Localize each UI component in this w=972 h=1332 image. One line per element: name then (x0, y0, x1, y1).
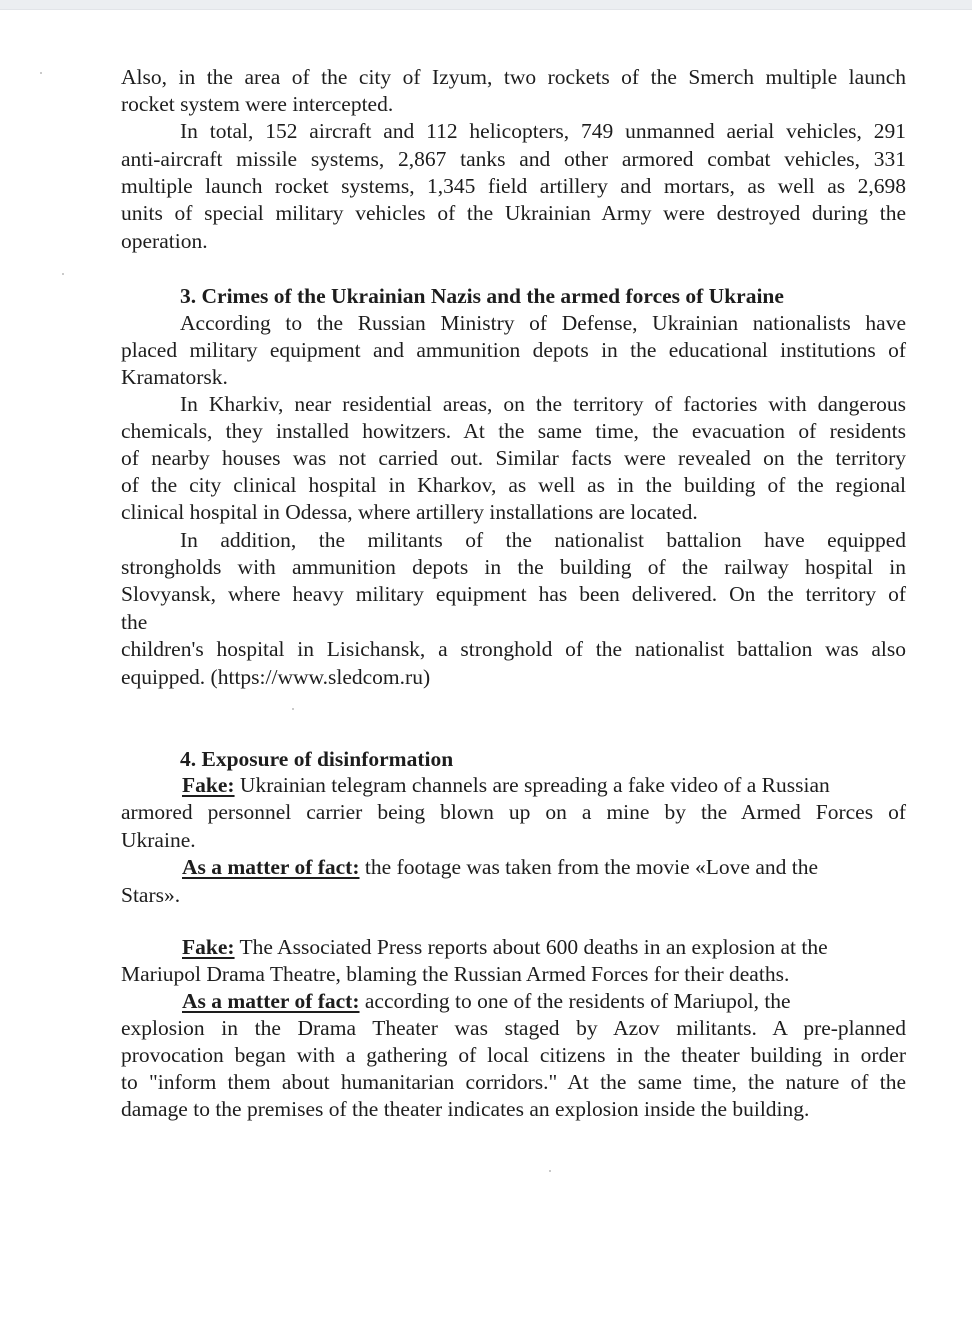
scan-speck (62, 273, 64, 275)
text-line: children's hospital in Lisichansk, a stronghold of the nationalist battalion was also (121, 637, 906, 661)
text-line: placed military equipment and ammunition depots in the educational institutions of (121, 338, 906, 362)
text-line: Ukraine. (121, 828, 196, 852)
text-span: according to one of the residents of Mariupol, the (359, 989, 791, 1013)
text-line: armored personnel carrier being blown up on a mine by the Armed Forces of (121, 800, 906, 824)
section-heading: 4. Exposure of disinformation (180, 747, 454, 771)
text-line: In total, 152 aircraft and 112 helicopters, 749 unmanned aerial vehicles, 291 (180, 119, 906, 143)
text-span: Ukrainian telegram channels are spreading a fake video of a Russian (234, 773, 830, 797)
text-line: clinical hospital in Odessa, where artillery installations are located. (121, 500, 698, 524)
text-line: Stars». (121, 883, 181, 907)
text-span: the footage was taken from the movie «Love and the (359, 855, 819, 879)
text-line: multiple launch rocket systems, 1,345 field artillery and mortars, as well as 2,698 (121, 174, 906, 198)
text-line: Slovyansk, where heavy military equipment has been delivered. On the territory of (121, 582, 906, 606)
text-line: In Kharkiv, near residential areas, on the territory of factories with dangerous (180, 392, 906, 416)
text-line: rocket system were intercepted. (121, 92, 394, 116)
text-line: to "inform them about humanitarian corridors." At the same time, the nature of the (121, 1070, 906, 1094)
text-line (182, 934, 906, 961)
text-line: According to the Russian Ministry of Defense, Ukrainian nationalists have (180, 311, 906, 335)
fact-label: As a matter of fact: (182, 855, 360, 879)
text-line: chemicals, they installed howitzers. At the same time, the evacuation of residents (121, 419, 906, 443)
text-line: of the city clinical hospital in Kharkov, as well as in the building of the regional (121, 473, 906, 497)
text-line: operation. (121, 229, 208, 253)
text-line: Also, in the area of the city of Izyum, two rockets of the Smerch multiple launch (121, 65, 906, 89)
text-line (182, 854, 906, 881)
text-line: Kramatorsk. (121, 365, 228, 389)
fact-label: As a matter of fact: (182, 989, 360, 1013)
text-line: equipped. (https://www.sledcom.ru) (121, 665, 431, 689)
scan-speck (549, 1170, 551, 1172)
text-line: the (121, 610, 148, 634)
text-line: In addition, the militants of the nationalist battalion have equipped (180, 528, 906, 552)
section-heading: 3. Crimes of the Ukrainian Nazis and the armed forces of Ukraine (180, 284, 784, 308)
text-line: units of special military vehicles of the Ukrainian Army were destroyed during the (121, 201, 906, 225)
text-line (182, 988, 906, 1015)
text-line: anti-aircraft missile systems, 2,867 tanks and other armored combat vehicles, 331 (121, 147, 906, 171)
fake-label: Fake: (182, 773, 235, 797)
text-line (182, 772, 906, 799)
text-line: provocation began with a gathering of local citizens in the theater building in order (121, 1043, 906, 1067)
text-line: damage to the premises of the theater indicates an explosion inside the building. (121, 1097, 810, 1121)
text-span: The Associated Press reports about 600 deaths in an explosion at the (234, 935, 828, 959)
text-line: Mariupol Drama Theatre, blaming the Russian Armed Forces for their deaths. (121, 962, 790, 986)
text-line: explosion in the Drama Theater was staged by Azov militants. A pre-planned (121, 1016, 906, 1040)
scan-speck (40, 72, 42, 74)
text-line: strongholds with ammunition depots in the building of the railway hospital in (121, 555, 906, 579)
scan-speck (292, 708, 294, 710)
fake-label: Fake: (182, 935, 235, 959)
text-line: of nearby houses was not carried out. Similar facts were revealed on the territory (121, 446, 906, 470)
